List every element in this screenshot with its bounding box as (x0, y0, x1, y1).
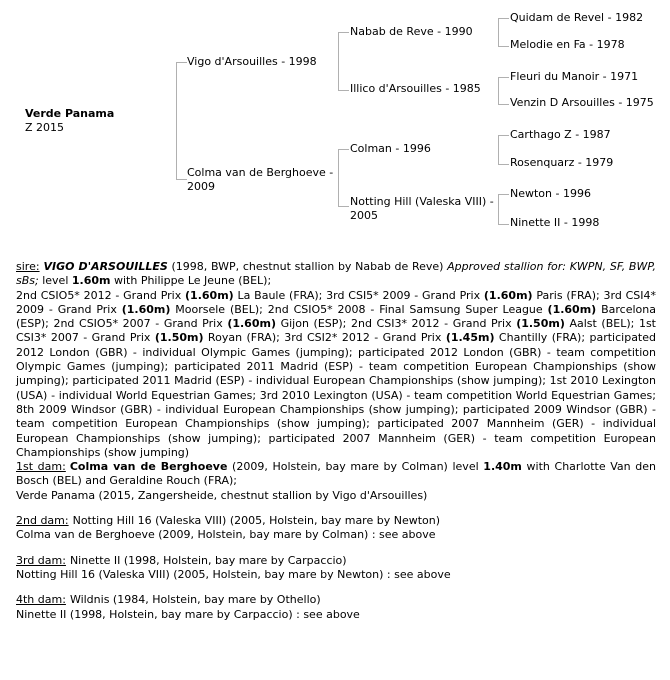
sire-results: 2nd CSIO5* 2012 - Grand Prix (1.60m) La Baule (FRA); 3rd CSI5* 2009 - Grand Prix (1.60m) Paris (FRA); 3rd CSI4* 2009 - Grand Prix (1.60m) Moorsele (BEL); 2nd CSIO5* 2008 - Final Samsung Super League (1.60m) Barcelona (ESP); 2nd CSIO5* 2007 - Grand Prix (1.60m) Gijon (ESP); 2nd CSI3* 2012 - Grand Prix (1.50m) Aalst (BEL); 1st CSI3* 2007 - Grand Prix (1.50m) Royan (FRA); 3rd CSI2* 2012 - Grand Prix (1.45m) Chantilly (FRA); participated 2012 London (GBR) - individual Olympic Games (jumping); participated 2012 London (GBR) - team competition Olympic Games (jumping); participated 2011 Madrid (ESP) - team competition European Championships (show jumping); participated 2011 Madrid (ESP) - individual European Championships (show jumping); 1st 2010 Lexington (USA) - individual World Equestrian Games; 3rd 2010 Lexington (USA) - team competition World Equestrian Games; 8th 2009 Windsor (GBR) - individual European Championships (show jumping); participated 2009 Windsor (GBR) - team competition European Championships (show jumping); participated 2007 Mannheim (GER) - individual European Championships (show jumping); participated 2007 Mannheim (GER) - team competition European Championships (show jumping) (16, 288, 657, 459)
tree-node-carthago: Carthago Z - 1987 (510, 128, 611, 141)
tree-connector-gen3-c (498, 135, 509, 165)
tree-node-newton: Newton - 1996 (510, 187, 591, 200)
root-horse-studbook-year: Z 2015 (25, 120, 65, 134)
pedigree-text (0, 240, 670, 651)
dam3-label: 3rd dam: (16, 553, 66, 567)
dam1-label: 1st dam: (16, 460, 66, 474)
dam3-details: Ninette II (1998, Holstein, bay mare by Carpaccio) (69, 553, 347, 567)
dam1-heading (16, 460, 656, 489)
sire-name: VIGO D'ARSOUILLES (43, 260, 168, 273)
dam1-riders: with Charlotte Van den Bosch (BEL) and Geraldine Rouch (FRA); (16, 460, 657, 488)
pedigree-tree (0, 0, 670, 240)
sire-paragraph (16, 260, 656, 289)
tree-connector-gen3-a (498, 18, 509, 47)
dam4-heading (16, 593, 656, 607)
sire-level: 1.60m (71, 274, 111, 288)
tree-node-illico: Illico d'Arsouilles - 1985 (350, 82, 481, 95)
dam1-details: (2009, Holstein, bay mare by Colman) level (227, 460, 484, 474)
tree-connector-gen3-d (498, 194, 509, 225)
tree-node-ninette: Ninette II - 1998 (510, 216, 600, 229)
root-horse-name: Verde Panama (25, 107, 115, 120)
dam4-offspring: Ninette II (1998, Holstein, bay mare by Carpaccio) : see above (16, 607, 360, 621)
tree-node-rosenquarz: Rosenquarz - 1979 (510, 156, 614, 169)
dam2-heading (16, 514, 656, 528)
tree-connector-gen2-a (338, 32, 349, 91)
tree-node-notting: Notting Hill (Valeska VIII) - 2005 (350, 195, 494, 222)
tree-node-vigo: Vigo d'Arsouilles - 1998 (187, 55, 317, 68)
dam4-block (16, 593, 656, 622)
dam2-details: Notting Hill 16 (Valeska VIII) (2005, Holstein, bay mare by Newton) (72, 514, 441, 528)
sire-level-suffix: with Philippe Le Jeune (BEL); (110, 274, 272, 288)
dam1-block (16, 460, 656, 503)
sire-label: sire: (16, 260, 40, 273)
tree-node-colman: Colman - 1996 (350, 142, 431, 155)
dam3-heading (16, 554, 656, 568)
tree-connector-gen2-b (338, 149, 349, 207)
tree-node-fleuri: Fleuri du Manoir - 1971 (510, 70, 639, 83)
tree-connector-gen3-b (498, 77, 509, 105)
dam1-level: 1.40m (483, 460, 522, 474)
tree-node-nabab: Nabab de Reve - 1990 (350, 25, 473, 38)
sire-approved-for: Approved stallion for: KWPN, SF, BWP, sBs; (16, 260, 656, 288)
dam3-block (16, 554, 656, 583)
dam1-offspring: Verde Panama (2015, Zangersheide, chestnut stallion by Vigo d'Arsouilles) (16, 488, 428, 502)
sire-level-prefix: level (38, 274, 72, 288)
tree-node-quidam: Quidam de Revel - 1982 (510, 11, 644, 24)
dam4-details: Wildnis (1984, Holstein, bay mare by Othello) (69, 593, 321, 607)
tree-node-colma: Colma van de Berghoeve - 2009 (187, 166, 334, 193)
tree-connector-gen1 (176, 62, 187, 180)
tree-node-root (25, 107, 114, 134)
dam4-label: 4th dam: (16, 593, 66, 607)
sire-details: (1998, BWP, chestnut stallion by Nabab de Reve) (167, 260, 448, 273)
dam2-label: 2nd dam: (16, 514, 69, 528)
dam1-name: Colma van de Berghoeve (69, 460, 228, 474)
tree-node-venzin: Venzin D Arsouilles - 1975 (510, 96, 654, 109)
dam2-block (16, 514, 656, 543)
dam3-offspring: Notting Hill 16 (Valeska VIII) (2005, Holstein, bay mare by Newton) : see above (16, 567, 451, 581)
tree-node-melodie: Melodie en Fa - 1978 (510, 38, 625, 51)
dam2-offspring: Colma van de Berghoeve (2009, Holstein, bay mare by Colman) : see above (16, 528, 436, 542)
